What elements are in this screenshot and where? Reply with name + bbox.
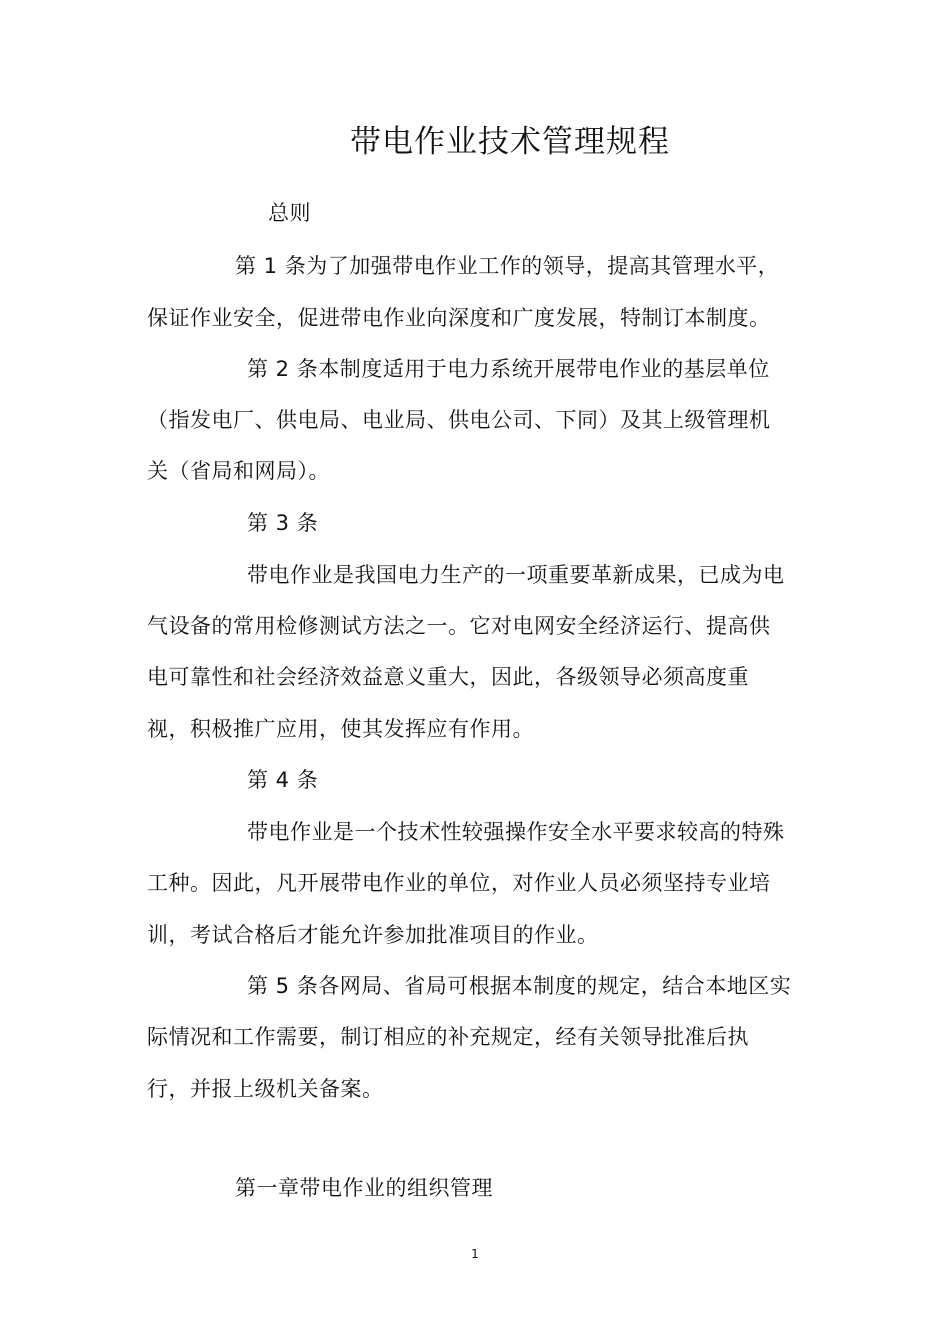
paragraph-line: 第 2 条本制度适用于电力系统开展带电作业的基层单位 (247, 357, 770, 381)
paragraph-line: 带电作业是一个技术性较强操作安全水平要求较高的特殊 (247, 820, 785, 844)
paragraph-line: 保证作业安全，促进带电作业向深度和广度发展，特制订本制度。 (147, 306, 771, 330)
article-heading: 第 4 条 (247, 768, 319, 792)
page-number: 1 (471, 1247, 479, 1261)
paragraph-line: 训，考试合格后才能允许参加批准项目的作业。 (147, 923, 599, 947)
paragraph-line: 关（省局和网局）。 (147, 459, 330, 483)
paragraph-line: 电可靠性和社会经济效益意义重大，因此，各级领导必须高度重 (147, 665, 749, 689)
paragraph-line: 行，并报上级机关备案。 (147, 1077, 384, 1101)
paragraph-line: 视，积极推广应用，使其发挥应有作用。 (147, 717, 534, 741)
document-title: 带电作业技术管理规程 (350, 124, 670, 160)
chapter-heading: 第一章带电作业的组织管理 (235, 1176, 493, 1200)
paragraph-line: 际情况和工作需要，制订相应的补充规定，经有关领导批准后执 (147, 1025, 749, 1049)
paragraph-line: 工种。因此，凡开展带电作业的单位，对作业人员必须坚持专业培 (147, 871, 771, 895)
paragraph-line: 第 5 条各网局、省局可根据本制度的规定，结合本地区实 (247, 974, 792, 998)
paragraph-line: 气设备的常用检修测试方法之一。它对电网安全经济运行、提高供 (147, 614, 771, 638)
paragraph-line: 带电作业是我国电力生产的一项重要革新成果，已成为电 (247, 563, 785, 587)
section-heading-general: 总则 (268, 201, 311, 225)
paragraph-line: 第 1 条为了加强带电作业工作的领导，提高其管理水平， (235, 254, 780, 278)
article-heading: 第 3 条 (247, 511, 319, 535)
paragraph-line: （指发电厂、供电局、电业局、供电公司、下同）及其上级管理机 (147, 408, 771, 432)
